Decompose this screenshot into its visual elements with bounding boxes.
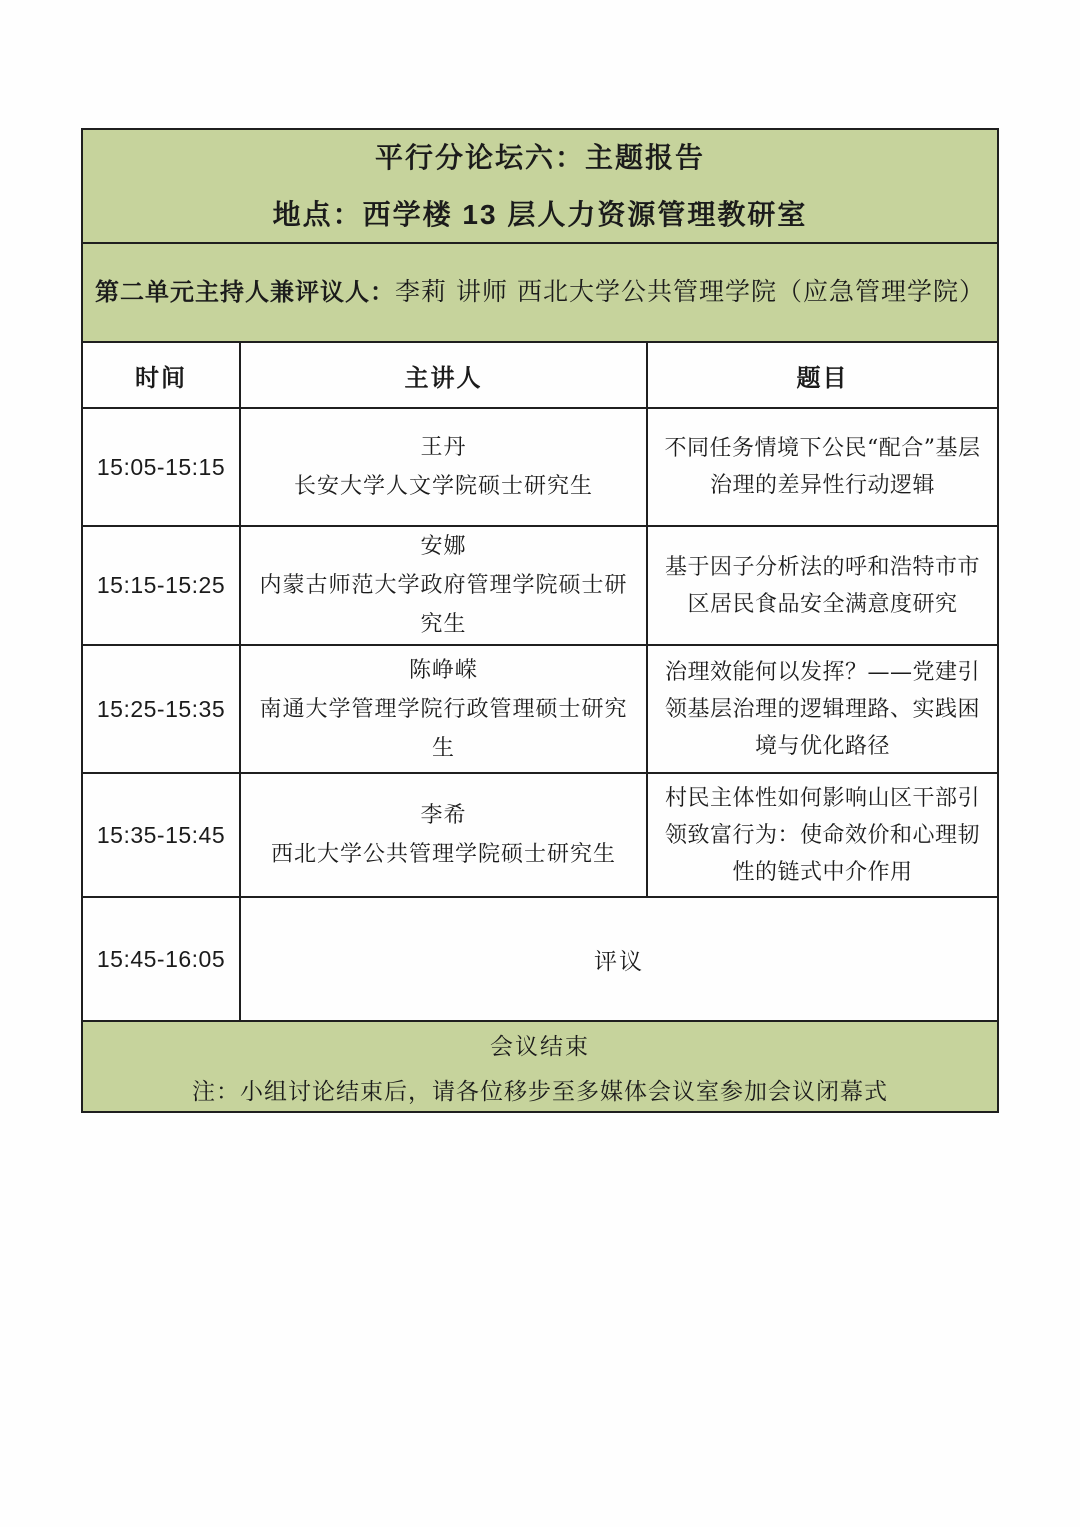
- speaker-name: 陈峥嵘: [408, 657, 478, 683]
- schedule-row: [82, 773, 998, 897]
- review-cell: 评议: [240, 897, 998, 1021]
- speaker-affiliation: 内蒙古师范大学政府管理学院硕士研究生: [259, 573, 628, 637]
- speaker-affiliation: 长安大学人文学院硕士研究生: [293, 474, 593, 499]
- topic-cell: 村民主体性如何影响山区干部引领致富行为：使命效价和心理韧性的链式中介作用: [647, 773, 998, 897]
- speaker-cell: [240, 408, 647, 526]
- speaker-cell: [240, 773, 647, 897]
- time-cell: 15:05-15:15: [82, 408, 240, 526]
- speaker-cell: [240, 526, 647, 645]
- col-header-topic: 题目: [647, 342, 998, 408]
- forum-program-table: [81, 128, 999, 1113]
- topic-cell: 不同任务情境下公民“配合”基层治理的差异性行动逻辑: [647, 408, 998, 526]
- moderator-label: 第二单元主持人兼评议人：: [95, 279, 396, 306]
- forum-title-cell: [82, 129, 998, 243]
- topic-cell: 基于因子分析法的呼和浩特市市区居民食品安全满意度研究: [647, 526, 998, 645]
- col-header-time: 时间: [82, 342, 240, 408]
- time-cell: 15:25-15:35: [82, 645, 240, 773]
- moderator-cell: [82, 243, 998, 342]
- speaker-affiliation: 西北大学公共管理学院硕士研究生: [270, 842, 616, 867]
- speaker-cell: [240, 645, 647, 773]
- schedule-row: [82, 645, 998, 773]
- footer-note: 注：小组讨论结束后，请各位移步至多媒体会议室参加会议闭幕式: [192, 1078, 888, 1105]
- footer-closing: 会议结束: [490, 1033, 590, 1060]
- forum-location: 地点：西学楼 13 层人力资源管理教研室: [272, 199, 808, 230]
- forum-title: 平行分论坛六：主题报告: [374, 142, 705, 173]
- schedule-row: [82, 526, 998, 645]
- topic-cell: 治理效能何以发挥？——党建引领基层治理的逻辑理路、实践困境与优化路径: [647, 645, 998, 773]
- time-cell: 15:15-15:25: [82, 526, 240, 645]
- speaker-name: 王丹: [420, 435, 467, 460]
- speaker-name: 李希: [420, 803, 467, 828]
- time-cell: 15:35-15:45: [82, 773, 240, 897]
- schedule-row: [82, 408, 998, 526]
- footer-cell: [82, 1021, 998, 1112]
- speaker-affiliation: 南通大学管理学院行政管理硕士研究生: [259, 696, 628, 761]
- speaker-name: 安娜: [420, 534, 467, 559]
- time-cell: 15:45-16:05: [82, 897, 240, 1021]
- moderator-line: [83, 275, 997, 310]
- col-header-speaker: 主讲人: [240, 342, 647, 408]
- moderator-value: 李莉 讲师 西北大学公共管理学院（应急管理学院）: [395, 277, 985, 306]
- review-row: [82, 897, 998, 1021]
